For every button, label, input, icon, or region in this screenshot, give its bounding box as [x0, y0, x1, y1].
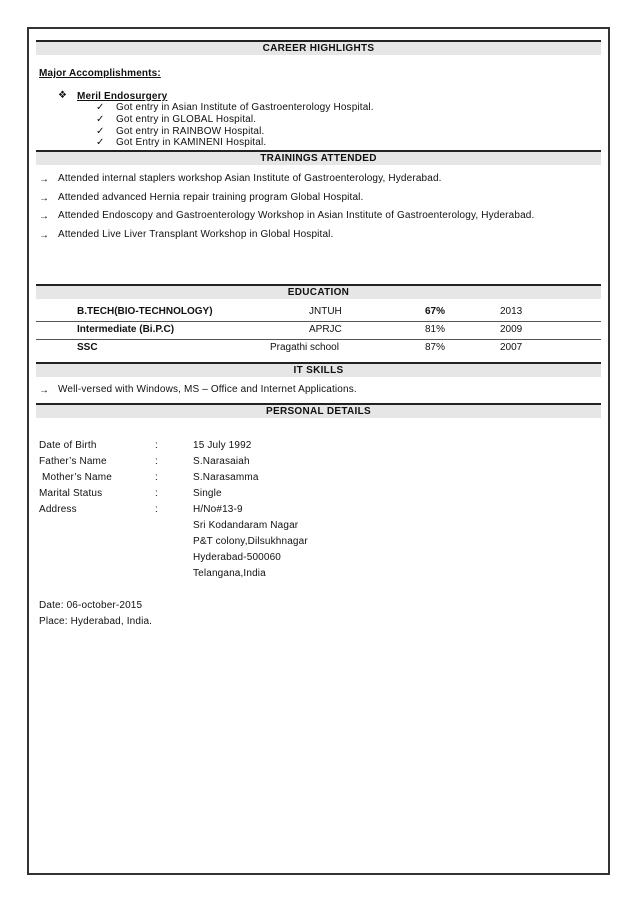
institute: Pragathi school — [270, 342, 339, 353]
degree: B.TECH(BIO-TECHNOLOGY) — [77, 306, 213, 317]
dob-label: Date of Birth — [39, 440, 97, 451]
education-row — [0, 342, 638, 356]
right-arrow-icon: → — [39, 174, 49, 185]
year: 2009 — [500, 324, 523, 335]
year: 2007 — [500, 342, 523, 353]
training-item: Attended internal staplers workshop Asian Institute of Gastroenterology, Hyderabad. — [58, 173, 442, 184]
company-name: Meril Endosurgery — [77, 91, 168, 102]
check-icon: ✓ — [96, 102, 105, 113]
colon: : — [155, 472, 158, 483]
marital-label: Marital Status — [39, 488, 103, 499]
mother-label: Mother’s Name — [42, 472, 112, 483]
education-row — [0, 324, 638, 338]
address-line: P&T colony,Dilsukhnagar — [193, 536, 308, 547]
percentage: 87% — [425, 342, 446, 353]
address-label: Address — [39, 504, 77, 515]
mother-value: S.Narasamma — [193, 472, 259, 483]
right-arrow-icon: → — [39, 211, 49, 222]
education-header: EDUCATION — [36, 284, 601, 299]
row-divider — [36, 339, 601, 340]
right-arrow-icon: → — [39, 193, 49, 204]
address-line: Sri Kodandaram Nagar — [193, 520, 299, 531]
colon: : — [155, 440, 158, 451]
address-line: Telangana,India — [193, 568, 266, 579]
institute: APRJC — [309, 324, 342, 335]
career-header: CAREER HIGHLIGHTS — [36, 40, 601, 55]
personal-header: PERSONAL DETAILS — [36, 403, 601, 418]
diamond-bullet-icon: ❖ — [58, 90, 68, 101]
signature-date: Date: 06-october-2015 — [39, 600, 143, 611]
training-item: Attended advanced Hernia repair training program Global Hospital. — [58, 192, 364, 203]
trainings-header: TRAININGS ATTENDED — [36, 150, 601, 165]
right-arrow-icon: → — [39, 230, 49, 241]
check-icon: ✓ — [96, 114, 105, 125]
marital-value: Single — [193, 488, 222, 499]
education-row — [0, 306, 638, 320]
accomplishments-heading: Major Accomplishments: — [39, 68, 161, 79]
dob-value: 15 July 1992 — [193, 440, 252, 451]
degree: SSC — [77, 342, 98, 353]
address-line: Hyderabad-500060 — [193, 552, 282, 563]
skill-item: Well-versed with Windows, MS – Office and Internet Applications. — [58, 384, 357, 395]
check-icon: ✓ — [96, 137, 105, 148]
colon: : — [155, 488, 158, 499]
career-item: Got entry in GLOBAL Hospital. — [116, 114, 257, 125]
father-value: S.Narasaiah — [193, 456, 250, 467]
career-item: Got entry in RAINBOW Hospital. — [116, 126, 265, 137]
training-item: Attended Live Liver Transplant Workshop in Global Hospital. — [58, 229, 334, 240]
career-item: Got entry in Asian Institute of Gastroenterology Hospital. — [116, 102, 374, 113]
percentage: 81% — [425, 324, 446, 335]
institute: JNTUH — [309, 306, 342, 317]
father-label: Father’s Name — [39, 456, 107, 467]
address-line: H/No#13-9 — [193, 504, 243, 515]
year: 2013 — [500, 306, 523, 317]
training-item: Attended Endoscopy and Gastroenterology Workshop in Asian Institute of Gastroenterology, Hyderabad. — [58, 210, 535, 221]
check-icon: ✓ — [96, 126, 105, 137]
signature-place: Place: Hyderabad, India. — [39, 616, 153, 627]
career-item: Got Entry in KAMINENI Hospital. — [116, 137, 267, 148]
percentage: 67% — [425, 306, 446, 317]
it-skills-header: IT SKILLS — [36, 362, 601, 377]
row-divider — [36, 321, 601, 322]
right-arrow-icon: → — [39, 385, 49, 396]
colon: : — [155, 504, 158, 515]
colon: : — [155, 456, 158, 467]
degree: Intermediate (Bi.P.C) — [77, 324, 175, 335]
